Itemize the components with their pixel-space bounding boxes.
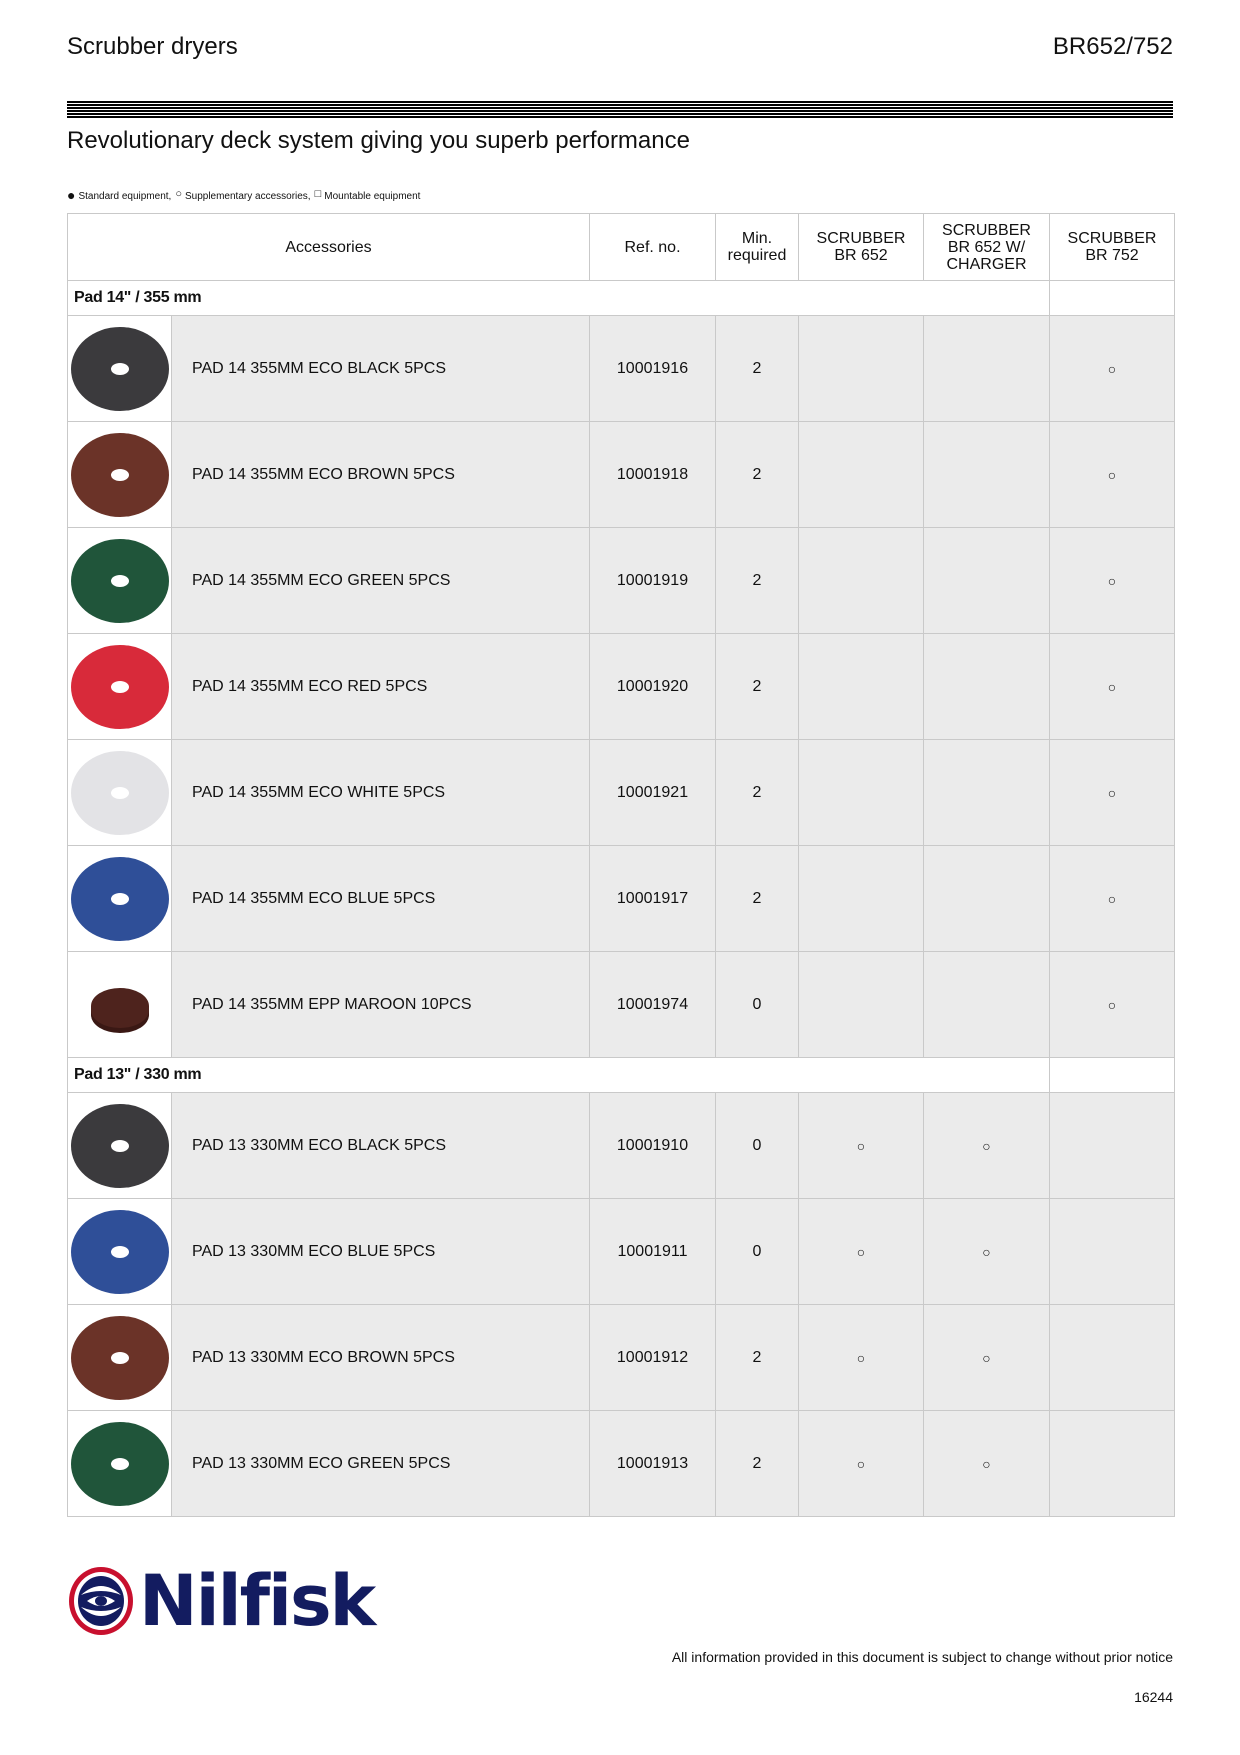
ref-number: 10001920: [590, 634, 716, 740]
table-row: [68, 1199, 1175, 1305]
product-description: PAD 14 355MM ECO RED 5PCS: [172, 634, 590, 740]
br652-charger-availability: ○: [924, 1093, 1050, 1199]
product-image-cell: [68, 528, 172, 634]
product-description: PAD 13 330MM ECO BROWN 5PCS: [172, 1305, 590, 1411]
br652-charger-availability: [924, 316, 1050, 422]
br652-charger-availability: ○: [924, 1199, 1050, 1305]
br652-charger-availability: [924, 740, 1050, 846]
br752-availability: ○: [1050, 740, 1175, 846]
table-row: [68, 1411, 1175, 1517]
min-required: 2: [716, 634, 799, 740]
document-number: 16244: [1134, 1689, 1173, 1705]
br752-availability: ○: [1050, 634, 1175, 740]
product-description: PAD 14 355MM ECO GREEN 5PCS: [172, 528, 590, 634]
group-row: [68, 1058, 1175, 1093]
product-description: PAD 14 355MM ECO WHITE 5PCS: [172, 740, 590, 846]
group-title: Pad 14" / 355 mm: [68, 281, 1050, 316]
col-header-br652w-line2: BR 652 W/: [947, 238, 1026, 256]
floor-pad-image: [71, 327, 169, 411]
nilfisk-emblem-icon: [67, 1565, 135, 1637]
br652-charger-availability: [924, 528, 1050, 634]
table-row: [68, 422, 1175, 528]
product-description: PAD 13 330MM ECO BLACK 5PCS: [172, 1093, 590, 1199]
model-number: BR652/752: [1052, 33, 1173, 60]
table-row: [68, 952, 1175, 1058]
nilfisk-logo: [67, 1560, 375, 1642]
col-header-br652w-line3: CHARGER: [946, 255, 1027, 273]
page-subtitle: Revolutionary deck system giving you superb performance: [67, 127, 690, 154]
br652-availability: ○: [799, 1411, 924, 1517]
product-image-cell: [68, 1411, 172, 1517]
br652-charger-availability: [924, 952, 1050, 1058]
br652-availability: [799, 422, 924, 528]
floor-pad-image: [71, 433, 169, 517]
br652-charger-availability: [924, 422, 1050, 528]
ref-number: 10001917: [590, 846, 716, 952]
br652-charger-availability: ○: [924, 1305, 1050, 1411]
br752-availability: [1050, 1093, 1175, 1199]
table-row: [68, 316, 1175, 422]
table-row: [68, 528, 1175, 634]
ref-number: 10001921: [590, 740, 716, 846]
min-required: 2: [716, 740, 799, 846]
br652-availability: [799, 952, 924, 1058]
ref-number: 10001913: [590, 1411, 716, 1517]
floor-pad-image: [71, 645, 169, 729]
br652-availability: ○: [799, 1305, 924, 1411]
legend-supplementary: Supplementary accessories,: [184, 190, 311, 202]
col-header-br652-charger: [924, 214, 1050, 281]
product-description: PAD 14 355MM ECO BLUE 5PCS: [172, 846, 590, 952]
product-description: PAD 14 355MM ECO BROWN 5PCS: [172, 422, 590, 528]
col-header-br752-line1: SCRUBBER: [1067, 230, 1157, 247]
min-required: 0: [716, 952, 799, 1058]
br652-availability: [799, 846, 924, 952]
header-rule: [67, 101, 1173, 119]
br752-availability: ○: [1050, 846, 1175, 952]
legend-mountable: Mountable equipment: [324, 190, 421, 202]
group-empty-cell: [1050, 1058, 1175, 1093]
product-image-cell: [68, 846, 172, 952]
br652-availability: [799, 634, 924, 740]
floor-pad-image: [71, 1104, 169, 1188]
open-square-icon: □: [314, 188, 322, 200]
product-description: PAD 13 330MM ECO BLUE 5PCS: [172, 1199, 590, 1305]
min-required: 2: [716, 422, 799, 528]
product-image-cell: [68, 952, 172, 1058]
product-image-cell: [68, 1305, 172, 1411]
product-image-cell: [68, 634, 172, 740]
min-required: 2: [716, 1305, 799, 1411]
group-row: [68, 281, 1175, 316]
floor-pad-image: [71, 1422, 169, 1506]
ref-number: 10001911: [590, 1199, 716, 1305]
table-row: [68, 634, 1175, 740]
br652-availability: [799, 740, 924, 846]
table-row: [68, 1305, 1175, 1411]
col-header-accessories: Accessories: [68, 214, 590, 281]
min-required: 2: [716, 316, 799, 422]
disclaimer: All information provided in this document is subject to change without prior notice: [671, 1649, 1173, 1665]
ref-number: 10001910: [590, 1093, 716, 1199]
table-header-row: [68, 214, 1175, 281]
product-description: PAD 13 330MM ECO GREEN 5PCS: [172, 1411, 590, 1517]
table-body: [68, 281, 1175, 1517]
product-image-cell: [68, 422, 172, 528]
filled-circle-icon: ●: [67, 187, 76, 203]
br752-availability: ○: [1050, 316, 1175, 422]
accessories-table: [67, 213, 1175, 1517]
min-required: 2: [716, 1411, 799, 1517]
table-row: [68, 740, 1175, 846]
group-empty-cell: [1050, 281, 1175, 316]
floor-pad-image: [71, 857, 169, 941]
group-title: Pad 13" / 330 mm: [68, 1058, 1050, 1093]
product-image-cell: [68, 740, 172, 846]
legend-standard: Standard equipment,: [78, 190, 172, 202]
col-header-min-line2: required: [727, 247, 787, 264]
col-header-br652: [799, 214, 924, 281]
br752-availability: ○: [1050, 528, 1175, 634]
ref-number: 10001974: [590, 952, 716, 1058]
br652-availability: [799, 528, 924, 634]
col-header-br652w-line1: SCRUBBER: [942, 221, 1031, 239]
br752-availability: [1050, 1305, 1175, 1411]
min-required: 0: [716, 1093, 799, 1199]
br752-availability: [1050, 1199, 1175, 1305]
product-description: PAD 14 355MM ECO BLACK 5PCS: [172, 316, 590, 422]
br752-availability: ○: [1050, 422, 1175, 528]
col-header-ref: Ref. no.: [590, 214, 716, 281]
logo-wordmark: Nilfisk: [139, 1560, 375, 1642]
open-circle-icon: ○: [175, 188, 182, 200]
br752-availability: [1050, 1411, 1175, 1517]
col-header-br752: [1050, 214, 1175, 281]
table-row: [68, 846, 1175, 952]
product-description: PAD 14 355MM EPP MAROON 10PCS: [172, 952, 590, 1058]
br652-availability: ○: [799, 1093, 924, 1199]
product-image-cell: [68, 1093, 172, 1199]
legend: [67, 188, 424, 204]
maroon-pad-image: [91, 988, 149, 1028]
min-required: 0: [716, 1199, 799, 1305]
product-image-cell: [68, 1199, 172, 1305]
document-category: Scrubber dryers: [67, 33, 238, 60]
ref-number: 10001918: [590, 422, 716, 528]
ref-number: 10001919: [590, 528, 716, 634]
br652-availability: ○: [799, 1199, 924, 1305]
min-required: 2: [716, 846, 799, 952]
floor-pad-image: [71, 1210, 169, 1294]
br652-charger-availability: ○: [924, 1411, 1050, 1517]
floor-pad-image: [71, 539, 169, 623]
col-header-br652-line2: BR 652: [834, 247, 888, 264]
br652-charger-availability: [924, 846, 1050, 952]
product-image-cell: [68, 316, 172, 422]
br752-availability: ○: [1050, 952, 1175, 1058]
ref-number: 10001912: [590, 1305, 716, 1411]
br652-charger-availability: [924, 634, 1050, 740]
min-required: 2: [716, 528, 799, 634]
col-header-br752-line2: BR 752: [1085, 247, 1139, 264]
br652-availability: [799, 316, 924, 422]
col-header-min-line1: Min.: [741, 230, 773, 247]
floor-pad-image: [71, 1316, 169, 1400]
col-header-br652-line1: SCRUBBER: [816, 230, 906, 247]
table-row: [68, 1093, 1175, 1199]
ref-number: 10001916: [590, 316, 716, 422]
col-header-min: [716, 214, 799, 281]
floor-pad-image: [71, 751, 169, 835]
